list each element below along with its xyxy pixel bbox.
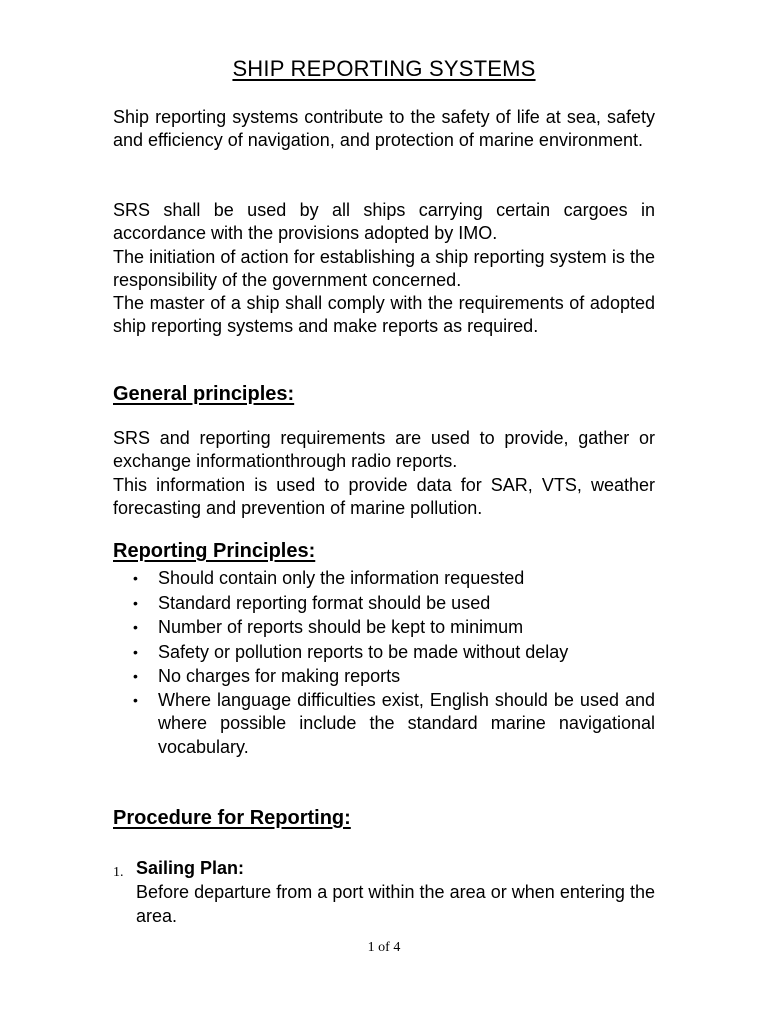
bullet-icon: •: [133, 594, 138, 611]
list-item: [113, 591, 655, 616]
page-title: SHIP REPORTING SYSTEMS: [232, 56, 536, 81]
intro-paragraph: Ship reporting systems contribute to the safety of life at sea, safety and efficiency of navigation, and protection of marine environment.: [113, 107, 655, 151]
srs-line-2: The initiation of action for establishing a ship reporting system is the responsibility of the government concerned.: [113, 246, 655, 290]
list-item-text: Where language difficulties exist, English should be used and where possible include the standard marine navigational vocabulary.: [158, 689, 655, 757]
list-item: [113, 615, 655, 640]
list-item-text: Should contain only the information requested: [158, 568, 525, 588]
reporting-principles-list: [113, 566, 655, 759]
srs-line-1: SRS shall be used by all ships carrying certain cargoes in accordance with the provisions adopted by IMO.: [113, 200, 655, 244]
sailing-plan-text: Before departure from a port within the area or when entering the area.: [136, 882, 655, 926]
list-item-text: Number of reports should be kept to minimum: [158, 617, 524, 638]
sailing-plan-heading: Sailing Plan:: [136, 858, 245, 878]
list-item: [113, 689, 655, 760]
bullet-icon: •: [133, 619, 138, 636]
page-number: 1 of 4: [367, 940, 401, 955]
general-text-2: This information is used to provide data for SAR, VTS, weather forecasting and prevention of marine pollution.: [113, 474, 655, 518]
list-item: [113, 566, 655, 591]
reporting-principles-heading-text: Reporting Principles:: [113, 540, 316, 562]
bullet-icon: •: [133, 691, 138, 708]
list-item: [113, 664, 655, 689]
srs-paragraph: [113, 199, 655, 339]
item-number: 1.: [113, 865, 124, 880]
general-principles-paragraph: [113, 427, 655, 520]
bullet-icon: •: [133, 643, 138, 660]
general-principles-heading: General principles:: [113, 383, 295, 405]
procedure-heading: Procedure for Reporting:: [113, 807, 351, 829]
list-item-text: Standard reporting format should be used: [158, 592, 491, 613]
list-item: [113, 640, 655, 665]
bullet-icon: •: [133, 668, 138, 685]
list-item-text: No charges for making reports: [158, 666, 401, 687]
bullet-icon: •: [133, 570, 138, 586]
general-text-1: SRS and reporting requirements are used to provide, gather or exchange informationthrough radio reports.: [113, 428, 655, 472]
srs-line-3: The master of a ship shall comply with the requirements of adopted ship reporting systems and make reports as required.: [113, 293, 655, 337]
list-item-text: Safety or pollution reports to be made without delay: [158, 641, 569, 662]
reporting-principles-heading: [113, 540, 315, 563]
